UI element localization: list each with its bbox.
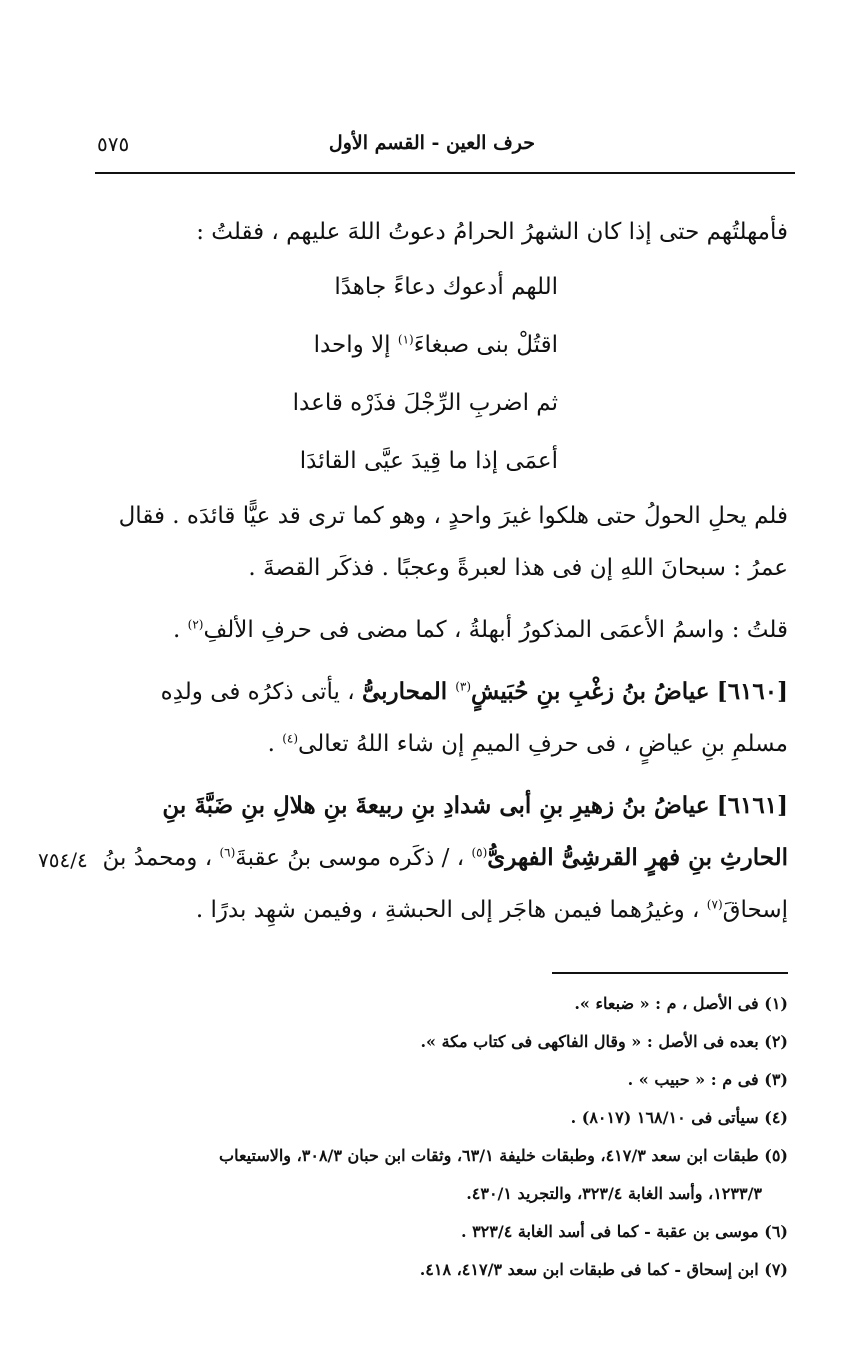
entry-6160-name: عياضُ بنُ زغْبِ بنِ حُبَيشٍ: [471, 678, 710, 705]
poem-line-3: ثم اضربِ الرِّجْلَ فذَرْه قاعدا: [292, 390, 558, 416]
footnote-2: (٢) بعده فى الأصل : « وقال الفاكهى فى كتاب مكة ».: [420, 1032, 788, 1051]
entry-6161-line-1: [98, 780, 788, 832]
footnote-ref-7[interactable]: (٧): [706, 897, 723, 912]
entry-6161-line-3-b: ، وغيرُهما فيمن هاجَر إلى الحبشةِ ، وفيمن شهِد بدرًا .: [195, 897, 707, 923]
entry-6160-end: .: [267, 731, 283, 757]
footnote-4: (٤) سيأتى فى ١٦٨/١٠ (٨٠١٧) .: [570, 1108, 788, 1127]
entry-6160-nisba: المحاربىُّ: [361, 678, 456, 705]
entry-6161-line-2: [98, 832, 788, 884]
footnote-ref-2[interactable]: (٢): [187, 617, 204, 632]
entry-6160-number: [٦١٦٠]: [716, 678, 788, 705]
entry-6161-number: [٦١٦١]: [716, 792, 788, 819]
entry-6161-name: عياضُ بنُ زهيرِ بنِ أبى شدادِ بنِ ربيعةَ بنِ هلالِ بنِ ضَبَّةَ بنِ: [162, 792, 710, 819]
paragraph-1-line-2: عمرُ : سبحانَ اللهِ إن فى هذا لعبرةً وعجبًا . فذكَر القصةَ .: [248, 555, 788, 581]
poem-line-2-a: اقتُلْ بنى صبغاءَ: [413, 332, 558, 358]
entry-6160-rest: ، يأتى ذكرُه فى ولدِه: [160, 679, 355, 705]
header-title: حرف العين - القسم الأول: [328, 132, 535, 154]
footnote-ref-4[interactable]: (٤): [282, 731, 299, 746]
margin-reference: ٧٥٤/٤: [38, 848, 88, 872]
entry-6161-line-2-end: ، ومحمدُ بنُ: [102, 845, 220, 871]
poem-line-2-b: إلا واحدا: [313, 332, 398, 358]
footnote-1: (١) فى الأصل ، م : « ضبعاء ».: [574, 994, 788, 1013]
footnote-ref-1[interactable]: (١): [397, 332, 414, 347]
poem-line-4: أعمَى إذا ما قِيدَ عيَّى القائدَا: [299, 448, 558, 474]
footnote-7: (٧) ابن إسحاق - كما فى طبقات ابن سعد ٤١٧/٣، ٤١٨.: [419, 1260, 788, 1279]
page-header: [95, 128, 795, 174]
body-text: [98, 206, 788, 936]
footnote-3: (٣) فى م : « حبيب » .: [627, 1070, 788, 1089]
paragraph-2-text: قلتُ : واسمُ الأعمَى المذكورُ أبهلةُ ، كما مضى فى حرفِ الألفِ: [203, 617, 788, 643]
paragraph-2: [98, 604, 788, 656]
entry-6160-line-2: [98, 718, 788, 770]
paragraph-2-end: .: [173, 617, 188, 643]
footnotes: [88, 985, 788, 1289]
paragraph-1-line-1: فلم يحلِ الحولُ حتى هلكوا غيرَ واحدٍ ، وهو كما ترى قد عيًّا قائدَه . فقال: [118, 503, 788, 529]
footnote-divider: [552, 972, 788, 974]
poem: [98, 258, 788, 490]
poem-line-1: اللهم أدعوك دعاءً جاهدًا: [334, 274, 558, 300]
footnote-5: (٥) طبقات ابن سعد ٤١٧/٣، وطبقات خليفة ٦٣/١، وثقات ابن حبان ٣٠٨/٣، والاستيعاب: [219, 1146, 788, 1165]
entry-6161-line-3-a: إسحاقَ: [722, 897, 788, 923]
entry-6160-line-1: [98, 666, 788, 718]
footnote-6: (٦) موسى بن عقبة - كما فى أسد الغابة ٣٢٣/٤ .: [460, 1222, 788, 1241]
poem-line-2: [98, 316, 558, 374]
footnote-ref-6[interactable]: (٦): [219, 845, 236, 860]
footnote-ref-3[interactable]: (٣): [455, 679, 472, 694]
footnote-ref-5[interactable]: (٥): [471, 845, 488, 860]
intro-line: فأمهلتُهم حتى إذا كان الشهرُ الحرامُ دعوتُ اللهَ عليهم ، فقلتُ :: [196, 219, 788, 245]
entry-6161-name-cont: الحارثِ بنِ فهرٍ القرشِىُّ الفهرىُّ: [487, 844, 788, 871]
entry-6161-line-3: [98, 884, 788, 936]
page-number: ٥٧٥: [97, 132, 130, 156]
footnote-5-continued: ١٢٣٣/٣، وأسد الغابة ٣٢٣/٤، والتجريد ٤٣٠/١.: [466, 1184, 762, 1203]
entry-6160-line-2-text: مسلمِ بنِ عياضٍ ، فى حرفِ الميمِ إن شاء اللهُ تعالى: [298, 731, 788, 757]
entry-6161-line-2-rest: ، / ذكَره موسى بنُ عقبةَ: [235, 845, 472, 871]
